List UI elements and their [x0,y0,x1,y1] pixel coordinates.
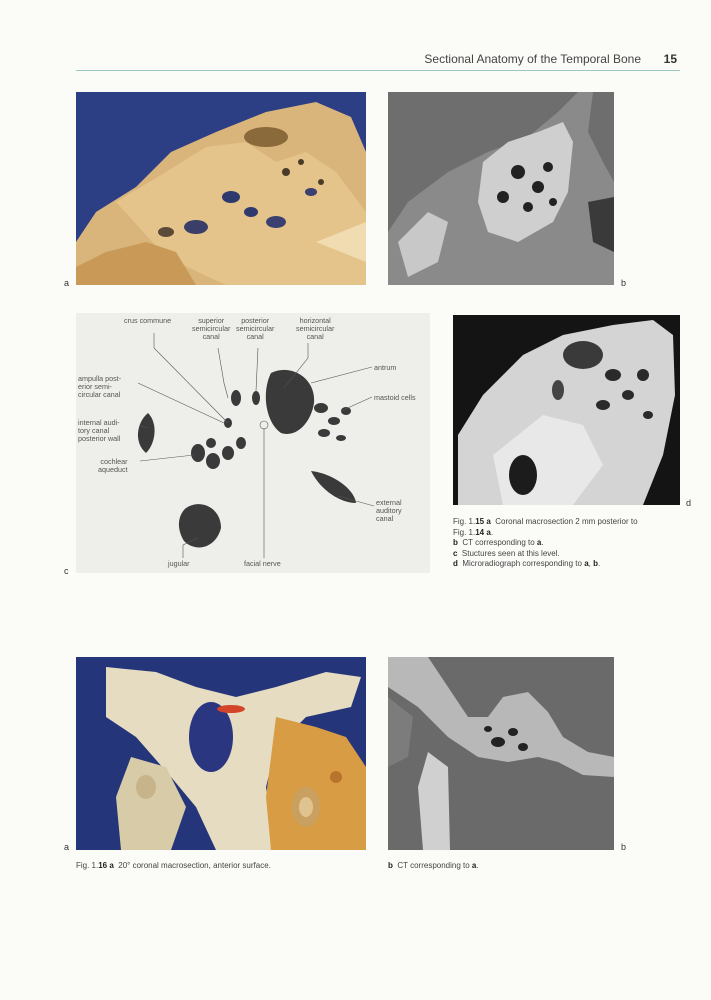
caption-text: Coronal macrosection 2 mm posterior to [495,517,638,526]
panel-reference: a [536,538,542,547]
fig15-panel-label-c: c [64,566,69,576]
label-facial-nerve: facial nerve [244,559,281,568]
fig15b-ct-scan [388,92,614,285]
posterior-canal-shape [252,391,260,405]
label-posterior-semicircular-canal: posterior semicircular canal [236,316,275,341]
cochlea-shape [206,438,216,448]
internal-auditory-canal-shape [138,413,155,453]
fig16-panel-label-a: a [64,842,70,852]
label-antrum: antrum [374,363,397,372]
fig15-caption-b [453,538,693,549]
leader-lines [138,333,374,558]
label-internal-auditory-canal: internal audi- tory canal posterior wall [78,418,121,443]
fig16b-caption [388,861,628,872]
fig16-panel-label-b: b [621,842,627,852]
label-jugular: jugular [168,559,190,568]
mastoid-cell [336,435,346,441]
caption-text: Stuctures seen at this level. [461,548,560,558]
running-header-title: Sectional Anatomy of the Temporal Bone [424,52,641,66]
fig15-caption-d [453,559,693,570]
mastoid-cell [341,407,351,415]
label-superior-semicircular-canal: superior semicircular canal [192,316,231,341]
punct: . [476,861,479,870]
punct: . [490,527,494,537]
fig15c-structures-diagram [76,313,430,573]
caption-letter: b [388,861,393,870]
fig-number: 16 a [98,861,114,870]
punct: . [541,538,544,547]
fig15-panel-label-a: a [64,278,70,288]
fig15-caption [453,517,693,570]
mastoid-cell [328,417,340,425]
caption-text: Microradiograph corresponding to [462,559,582,568]
vestibule-shape [236,437,246,449]
punct: , [588,559,591,568]
fig15d-microradiograph [453,315,680,505]
panel-reference: b [593,559,599,568]
fig15-caption-c [453,549,693,560]
fig16a-macrosection-photo [76,657,366,850]
fig-prefix: Fig. 1. [76,861,99,870]
fig15-panel-label-d: d [686,498,692,508]
label-horizontal-semicircular-canal: horizontal semicircular canal [296,316,335,341]
label-crus-commune: crus commune [124,316,172,325]
fig-prefix: Fig. 1. [453,527,476,537]
fig15a-macrosection-photo [76,92,366,285]
label-ampulla-posterior-canal: ampulla post- erior semi- circular canal [78,374,122,399]
caption-letter: d [453,559,458,568]
superior-canal-shape [231,390,241,406]
caption-letter: c [453,548,458,558]
fig16a-caption [76,861,376,872]
fig15-caption-line1 [453,517,693,528]
fig16b-ct-scan [388,657,614,850]
antrum-shape [266,370,314,434]
label-mastoid-cells: mastoid cells [374,393,416,402]
fig15-panel-label-b: b [621,278,627,288]
caption-text: CT corresponding to [462,538,535,547]
fig-number: 15 a [475,517,491,526]
panel-reference: a [584,559,589,568]
panel-reference: a [471,861,477,870]
external-auditory-canal-shape [311,471,356,503]
label-cochlear-aqueduct: cochlear aqueduct [98,457,128,474]
jugular-shape [179,504,221,547]
cochlea-shape [206,453,220,469]
fig-prefix: Fig. 1. [453,517,476,526]
mastoid-cell [318,429,330,437]
header-rule [76,70,680,71]
caption-letter: b [453,538,458,547]
cochlea-shape [222,446,234,460]
mastoid-cell [314,403,328,413]
page-number: 15 [663,52,677,66]
punct: . [598,559,601,568]
cochlea-shape [191,444,205,462]
fig-reference: 14 a [475,527,491,537]
caption-text: CT corresponding to [397,861,470,870]
caption-text: 20° coronal macrosection, anterior surface. [118,861,271,870]
label-external-auditory-canal: external auditory canal [376,498,402,523]
fig15-caption-line2 [453,528,693,539]
